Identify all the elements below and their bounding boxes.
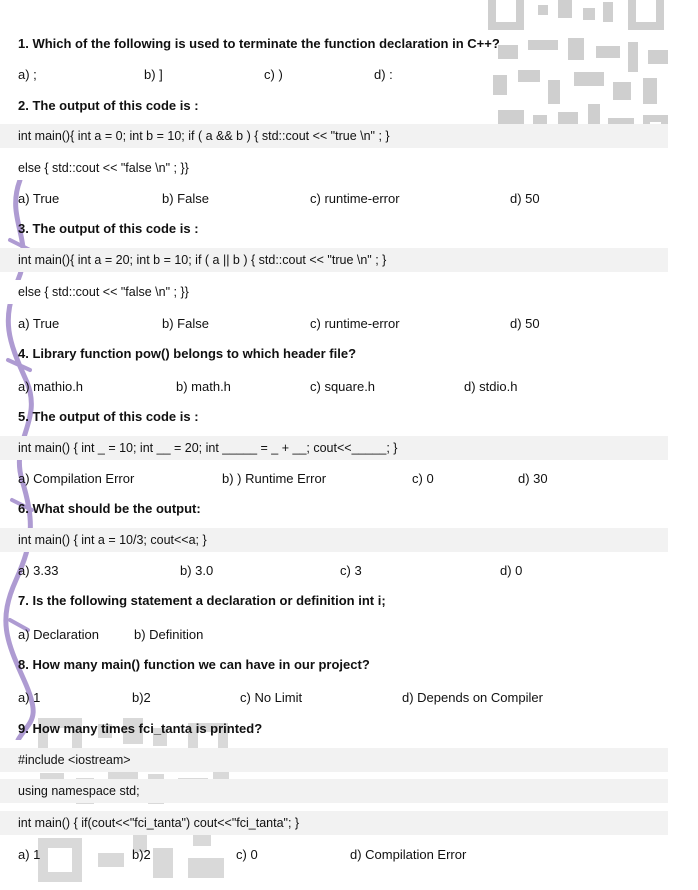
question-6-options <box>18 562 658 580</box>
question-6-code-line-1: int main() { int a = 10/3; cout<<a; } <box>0 528 668 552</box>
q8-option-a: a) 1 <box>18 690 41 705</box>
q4-option-a: a) mathio.h <box>18 379 84 394</box>
q1-option-c: c) ) <box>264 67 283 82</box>
q8-option-d: d) Depends on Compiler <box>402 690 543 705</box>
question-9-title: 9. How many times fci_tanta is printed? <box>18 721 263 736</box>
question-2-code-line-2: else { std::cout << "false \n" ; }} <box>0 156 668 180</box>
question-9-code-line-2: using namespace std; <box>0 779 668 803</box>
q6-option-a: a) 3.33 <box>18 563 59 578</box>
question-9-code-line-3: int main() { if(cout<<"fci_tanta") cout<<"fci_tanta"; } <box>0 811 668 835</box>
question-8-title: 8. How many main() function we can have in our project? <box>18 657 370 672</box>
question-1-title: 1. Which of the following is used to terminate the function declaration in C++? <box>18 36 500 51</box>
question-3-code-line-1: int main(){ int a = 20; int b = 10; if ( a || b ) { std::cout << "true \n" ; } <box>0 248 668 272</box>
q3-option-b: b) False <box>162 316 209 331</box>
q3-option-a: a) True <box>18 316 60 331</box>
question-5-options <box>18 470 658 488</box>
question-3-title: 3. The output of this code is : <box>18 221 199 236</box>
q6-option-c: c) 3 <box>340 563 362 578</box>
q4-option-b: b) math.h <box>176 379 231 394</box>
question-7-options <box>18 626 658 644</box>
q5-option-c: c) 0 <box>412 471 434 486</box>
q5-option-b: b) ) Runtime Error <box>222 471 327 486</box>
question-5-code-line-1: int main() { int _ = 10; int __ = 20; int _____ = _ + __; cout<<_____; } <box>0 436 668 460</box>
question-2-title: 2. The output of this code is : <box>18 98 199 113</box>
q9-option-d: d) Compilation Error <box>350 847 467 862</box>
question-9-code-line-1: #include <iostream> <box>0 748 668 772</box>
question-4-options <box>18 378 658 396</box>
question-8-options <box>18 689 658 707</box>
q8-option-c: c) No Limit <box>240 690 303 705</box>
qr-code-bottom-image <box>28 718 238 890</box>
question-5-title: 5. The output of this code is : <box>18 409 199 424</box>
q2-option-d: d) 50 <box>510 191 540 206</box>
q1-option-d: d) : <box>374 67 393 82</box>
q8-option-b: b)2 <box>132 690 151 705</box>
question-7-title: 7. Is the following statement a declaration or definition int i; <box>18 593 386 608</box>
q6-option-b: b) 3.0 <box>180 563 214 578</box>
q4-option-d: d) stdio.h <box>464 379 518 394</box>
question-3-options <box>18 315 658 333</box>
q7-option-a: a) Declaration <box>18 627 99 642</box>
q5-option-d: d) 30 <box>518 471 548 486</box>
question-2-options <box>18 190 658 208</box>
question-4-title: 4. Library function pow() belongs to which header file? <box>18 346 357 361</box>
question-9-options <box>18 846 658 864</box>
q1-option-a: a) ; <box>18 67 37 82</box>
q9-option-a: a) 1 <box>18 847 41 862</box>
question-2-code-line-1: int main(){ int a = 0; int b = 10; if ( a && b ) { std::cout << "true \n" ; } <box>0 124 668 148</box>
q5-option-a: a) Compilation Error <box>18 471 135 486</box>
q3-option-d: d) 50 <box>510 316 540 331</box>
q4-option-c: c) square.h <box>310 379 376 394</box>
question-6-title: 6. What should be the output: <box>18 501 201 516</box>
q2-option-b: b) False <box>162 191 209 206</box>
q9-option-c: c) 0 <box>236 847 258 862</box>
q1-option-b: b) ] <box>144 67 163 82</box>
q2-option-c: c) runtime-error <box>310 191 400 206</box>
question-3-code-line-2: else { std::cout << "false \n" ; }} <box>0 280 668 304</box>
question-1-options <box>18 66 658 84</box>
q3-option-c: c) runtime-error <box>310 316 400 331</box>
q2-option-a: a) True <box>18 191 60 206</box>
q7-option-b: b) Definition <box>134 627 204 642</box>
q6-option-d: d) 0 <box>500 563 523 578</box>
q9-option-b: b)2 <box>132 847 151 862</box>
